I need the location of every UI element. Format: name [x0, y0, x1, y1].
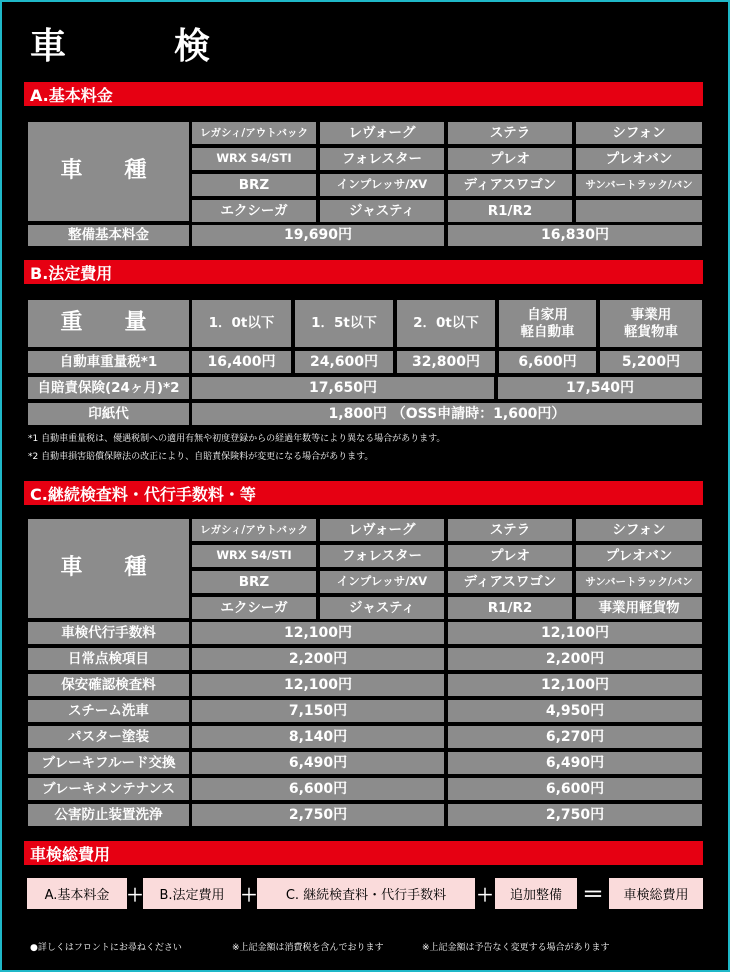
a-model-cell: R1/R2 [448, 200, 572, 222]
b-weight-cell: 1．5t以下 [295, 300, 393, 347]
b-tax-cell: 5,200円 [600, 351, 702, 373]
c-model-cell: BRZ [192, 571, 316, 593]
a-model-cell: シフォン [576, 122, 702, 144]
c-row-right: 2,750円 [448, 804, 702, 826]
c-row-label: パスター塗装 [28, 726, 189, 748]
total-item-extra: 追加整備 [495, 878, 577, 909]
c-model-cell: レガシィ/アウトバック [192, 519, 316, 541]
total-item-sum: 車検総費用 [609, 878, 703, 909]
c-row-label: スチーム洗車 [28, 700, 189, 722]
c-row-left: 2,200円 [192, 648, 444, 670]
c-vehicle-label: 車 種 [28, 519, 189, 618]
total-item-b: B.法定費用 [143, 878, 241, 909]
total-item-c: C. 継続検査料・代行手数料 [257, 878, 475, 909]
c-row-left: 7,150円 [192, 700, 444, 722]
section-a-header: A.基本料金 [24, 82, 703, 106]
c-row-left: 2,750円 [192, 804, 444, 826]
c-row-right: 12,100円 [448, 622, 702, 644]
c-row-label: 車検代行手数料 [28, 622, 189, 644]
b-insurance-label: 自賠責保険(24ヶ月)*2 [28, 377, 189, 399]
c-model-cell: エクシーガ [192, 597, 316, 619]
footer-note-inquiry: ●詳しくはフロントにお尋ねください [30, 943, 182, 953]
a-model-cell: サンバートラック/バン [576, 174, 702, 196]
c-model-cell: プレオ [448, 545, 572, 567]
plus-sign: ＋ [240, 886, 258, 906]
a-model-cell [576, 200, 702, 222]
a-fee-label: 整備基本料金 [28, 225, 189, 246]
a-model-cell: フォレスター [320, 148, 444, 170]
c-model-cell: レヴォーグ [320, 519, 444, 541]
c-model-cell: R1/R2 [448, 597, 572, 619]
a-model-cell: プレオ [448, 148, 572, 170]
a-model-cell: WRX S4/STI [192, 148, 316, 170]
b-note-1: *1 自動車重量税は、優遇税制への適用有無や初度登録からの経過年数等により異なる場合があります。 [28, 434, 446, 444]
c-row-right: 2,200円 [448, 648, 702, 670]
c-row-left: 12,100円 [192, 674, 444, 696]
c-row-left: 6,600円 [192, 778, 444, 800]
b-tax-cell: 32,800円 [397, 351, 495, 373]
section-total-header: 車検総費用 [24, 841, 703, 865]
c-row-left: 6,490円 [192, 752, 444, 774]
a-model-cell: エクシーガ [192, 200, 316, 222]
c-model-cell: ステラ [448, 519, 572, 541]
b-tax-cell: 16,400円 [192, 351, 291, 373]
b-weight-cell: 事業用 軽貨物車 [600, 300, 702, 347]
c-row-label: ブレーキメンテナンス [28, 778, 189, 800]
page-title: 車 検 [30, 26, 247, 67]
c-row-left: 12,100円 [192, 622, 444, 644]
b-weight-cell: 1．0t以下 [192, 300, 291, 347]
c-model-cell: 事業用軽貨物 [576, 597, 702, 619]
a-vehicle-label: 車 種 [28, 122, 189, 221]
a-model-cell: プレオバン [576, 148, 702, 170]
c-model-cell: ディアスワゴン [448, 571, 572, 593]
plus-sign: ＋ [476, 886, 494, 906]
c-row-right: 6,600円 [448, 778, 702, 800]
a-model-cell: レヴォーグ [320, 122, 444, 144]
c-row-right: 6,490円 [448, 752, 702, 774]
c-row-label: 日常点検項目 [28, 648, 189, 670]
a-model-cell: レガシィ/アウトバック [192, 122, 316, 144]
c-model-cell: ジャスティ [320, 597, 444, 619]
b-stamp-value: 1,800円 （OSS申請時：1,600円） [192, 403, 702, 425]
total-item-a: A.基本料金 [27, 878, 127, 909]
section-c-header: C.継続検査料・代行手数料・等 [24, 481, 703, 505]
c-row-label: ブレーキフルード交換 [28, 752, 189, 774]
c-row-left: 8,140円 [192, 726, 444, 748]
b-tax-label: 自動車重量税*1 [28, 351, 189, 373]
section-b-header: B.法定費用 [24, 260, 703, 284]
plus-sign: ＋ [126, 886, 144, 906]
b-insurance-right: 17,540円 [498, 377, 702, 399]
b-weight-cell: 自家用 軽自動車 [499, 300, 596, 347]
footer-note-tax: ※上記金額は消費税を含んでおります [232, 943, 384, 953]
equals-sign: ＝ [581, 883, 604, 908]
b-tax-cell: 6,600円 [499, 351, 596, 373]
b-tax-cell: 24,600円 [295, 351, 393, 373]
c-model-cell: フォレスター [320, 545, 444, 567]
b-weight-cell: 2．0t以下 [397, 300, 495, 347]
c-model-cell: シフォン [576, 519, 702, 541]
c-model-cell: インプレッサ/XV [320, 571, 444, 593]
a-fee-left: 19,690円 [192, 225, 444, 246]
c-row-label: 保安確認検査料 [28, 674, 189, 696]
b-note-2: *2 自動車損害賠償保障法の改正により、自賠責保険料が変更になる場合があります。 [28, 452, 374, 462]
a-fee-right: 16,830円 [448, 225, 702, 246]
a-model-cell: インプレッサ/XV [320, 174, 444, 196]
footer-note-change: ※上記金額は予告なく変更する場合があります [422, 943, 610, 953]
b-weight-label: 重 量 [28, 300, 189, 347]
a-model-cell: ディアスワゴン [448, 174, 572, 196]
a-model-cell: ステラ [448, 122, 572, 144]
c-model-cell: WRX S4/STI [192, 545, 316, 567]
b-stamp-label: 印紙代 [28, 403, 189, 425]
c-model-cell: サンバートラック/バン [576, 571, 702, 593]
c-row-right: 6,270円 [448, 726, 702, 748]
c-row-label: 公害防止装置洗浄 [28, 804, 189, 826]
c-model-cell: プレオバン [576, 545, 702, 567]
c-row-right: 4,950円 [448, 700, 702, 722]
a-model-cell: BRZ [192, 174, 316, 196]
a-model-cell: ジャスティ [320, 200, 444, 222]
c-row-right: 12,100円 [448, 674, 702, 696]
b-insurance-left: 17,650円 [192, 377, 494, 399]
